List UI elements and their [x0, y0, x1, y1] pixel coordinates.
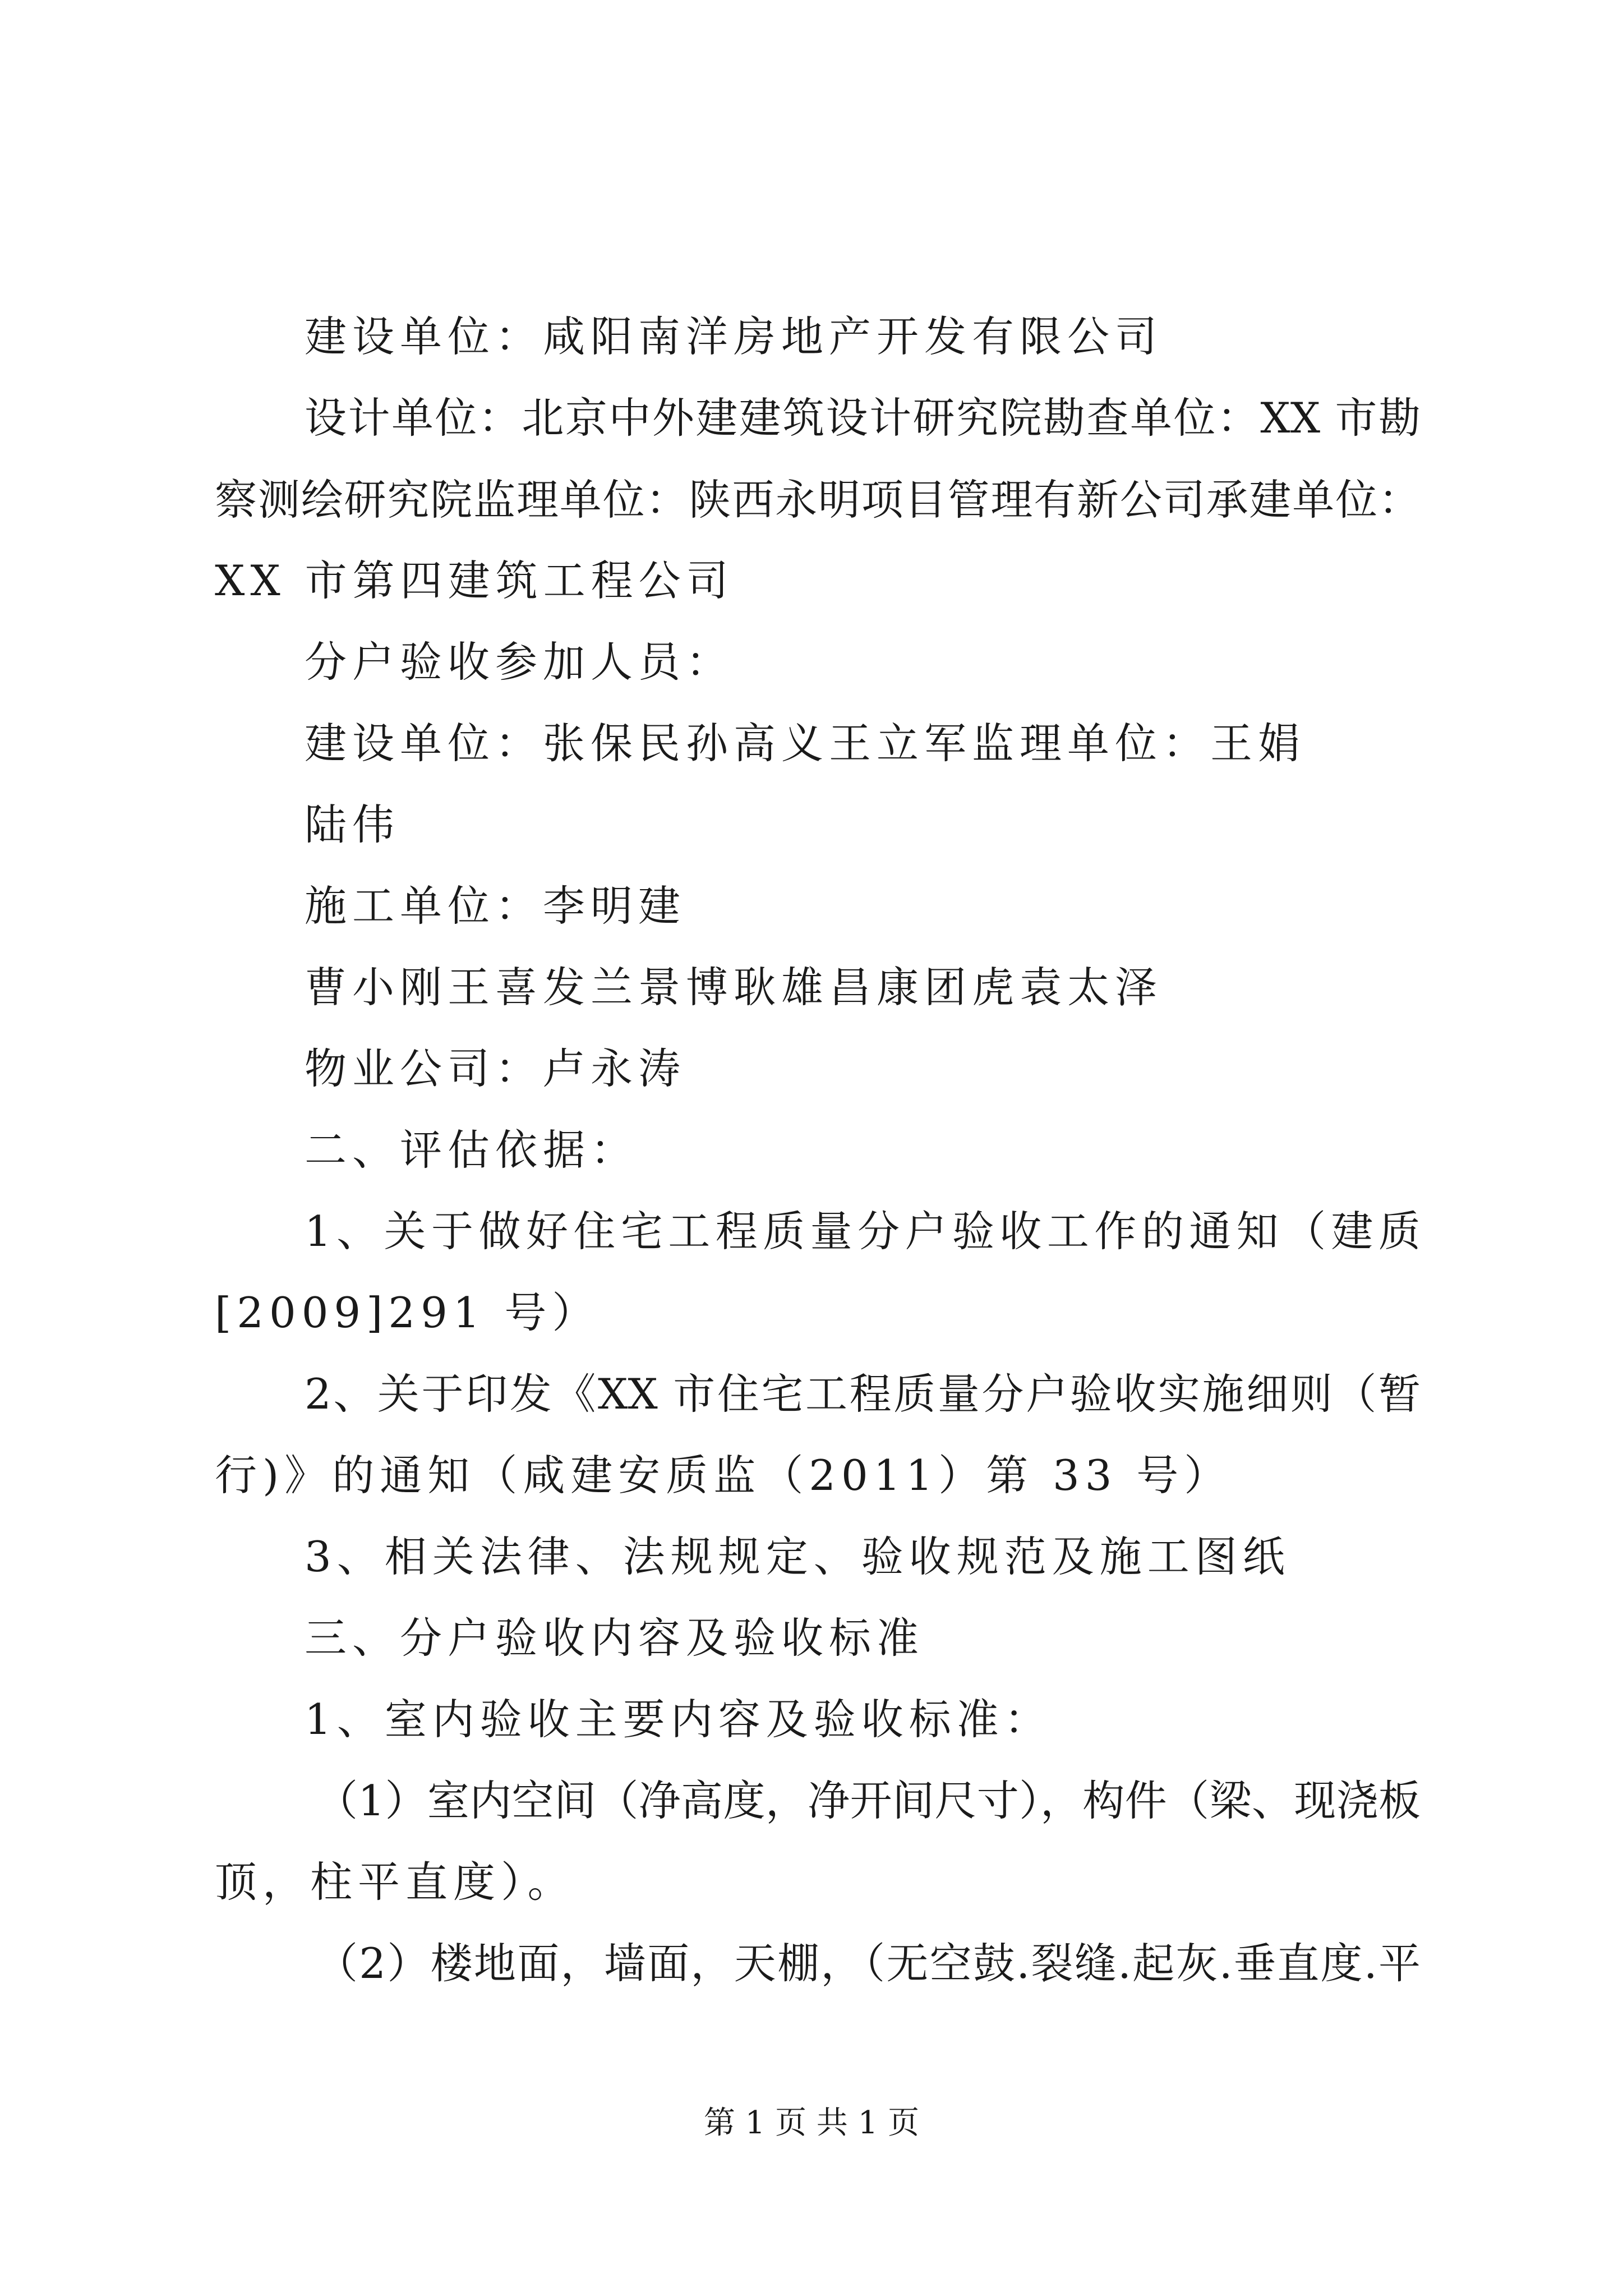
paragraph-line: 1、关于做好住宅工程质量分户验收工作的通知（建质 [305, 1207, 1421, 1256]
paragraph-line: XX 市第四建筑工程公司 [215, 556, 734, 605]
section-heading: 二、评估依据： [305, 1125, 639, 1175]
page-footer: 第 1 页 共 1 页 [703, 2105, 920, 2141]
paragraph-line: 察测绘研究院监理单位：陕西永明项目管理有新公司承建单位： [215, 475, 1421, 524]
paragraph-line: 设计单位：北京中外建建筑设计研究院勘查单位：XX 市勘 [305, 393, 1421, 443]
paragraph-line: 行)》的通知（咸建安质监（2011）第 33 号） [215, 1451, 1232, 1500]
paragraph-line: 施工单位：李明建 [305, 881, 686, 931]
paragraph-line: 曹小刚王喜发兰景博耿雄昌康团虎袁太泽 [305, 963, 1163, 1012]
paragraph-line: 陆伟 [305, 800, 400, 849]
paragraph-line: （2）楼地面，墙面，天棚，（无空鼓.裂缝.起灰.垂直度.平 [316, 1939, 1421, 1988]
paragraph-line: 建设单位：咸阳南洋房地产开发有限公司 [305, 312, 1163, 361]
paragraph-line: 3、相关法律、法规规定、验收规范及施工图纸 [305, 1532, 1290, 1581]
section-heading: 三、分户验收内容及验收标准 [305, 1613, 925, 1663]
paragraph-line: 1、室内验收主要内容及验收标准： [305, 1695, 1052, 1744]
paragraph-line: 物业公司：卢永涛 [305, 1044, 686, 1093]
paragraph-line: （1）室内空间（净高度，净开间尺寸），构件（梁、现浇板 [316, 1776, 1421, 1825]
paragraph-line: 建设单位：张保民孙高义王立军监理单位：王娟 [305, 719, 1306, 768]
paragraph-line: 2、关于印发《XX 市住宅工程质量分户验收实施细则（暂 [305, 1369, 1421, 1419]
paragraph-line: 顶，柱平直度）。 [215, 1857, 575, 1907]
paragraph-line: 分户验收参加人员： [305, 637, 734, 687]
paragraph-line: [2009]291 号） [215, 1288, 600, 1337]
